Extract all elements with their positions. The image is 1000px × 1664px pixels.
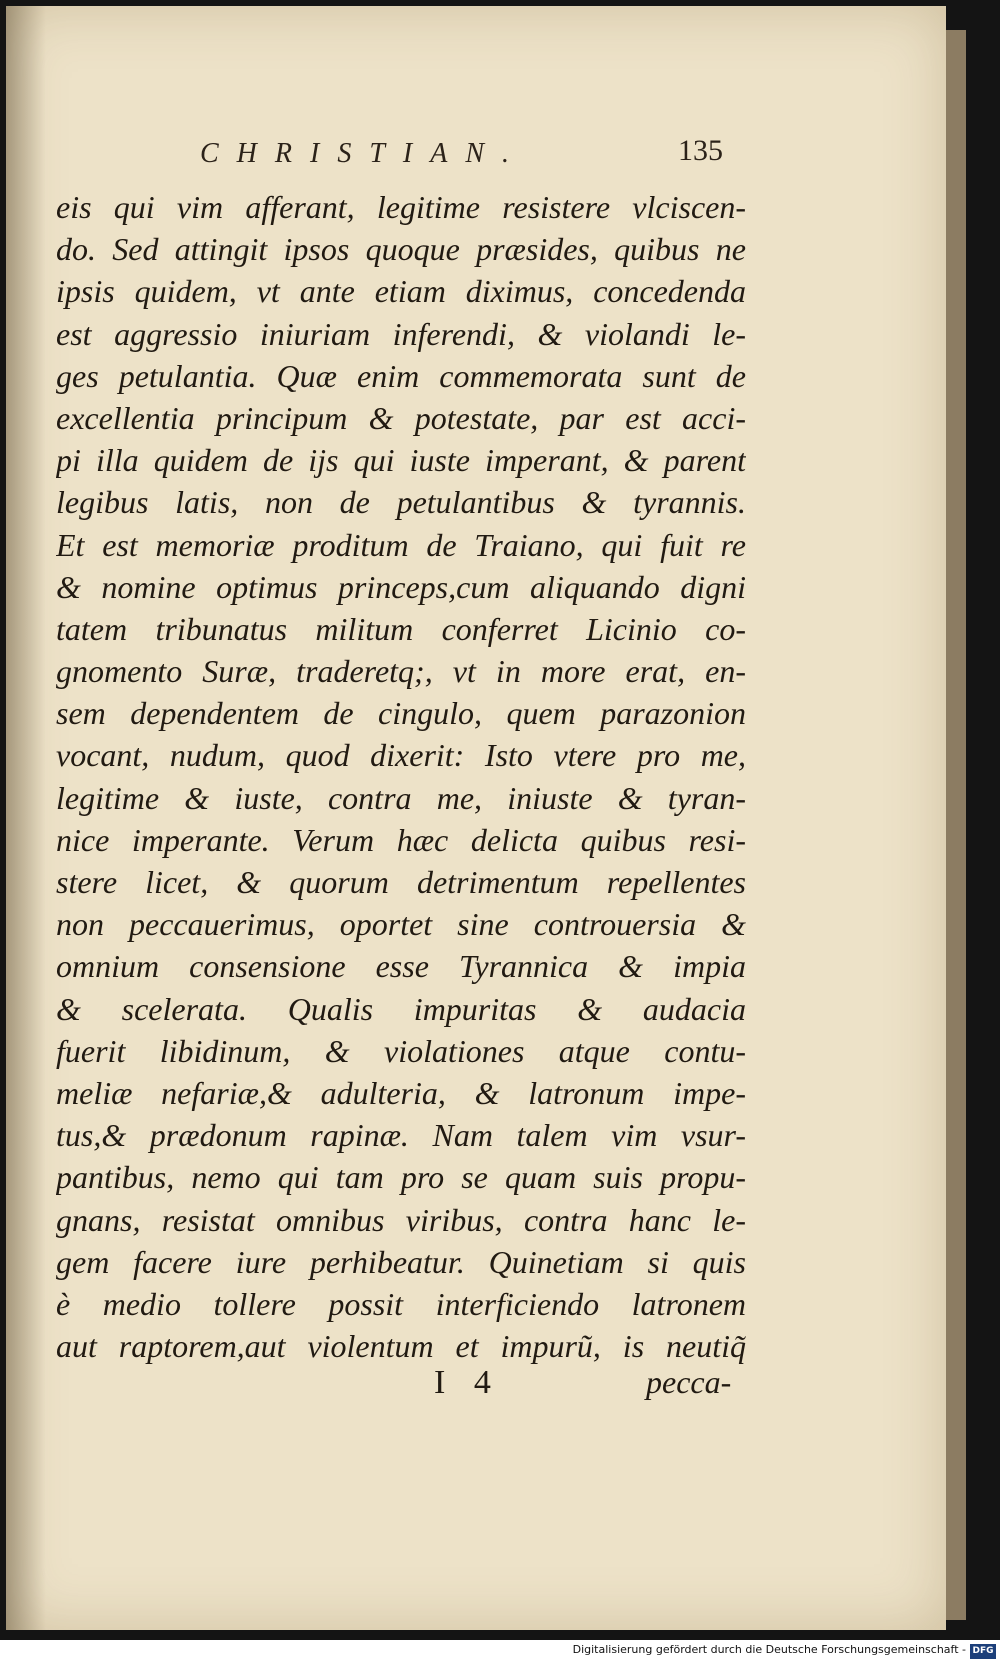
text-line: est aggressio iniuriam inferendi, & violandi le- (56, 315, 746, 352)
text-line: eis qui vim afferant, legitime resistere vlciscen- (56, 189, 746, 225)
text-line: & scelerata. Qualis impuritas & audacia (56, 990, 746, 1027)
dfg-logo: DFG (970, 1644, 996, 1659)
footer-credit: Digitalisierung gefördert durch die Deutsche Forschungsgemeinschaft - (572, 1643, 966, 1656)
text-line: omnium consensione esse Tyrannica & impia (56, 948, 746, 985)
text-line: pi illa quidem de ijs qui iuste imperant, & parent (56, 442, 746, 479)
text-line: nice imperante. Verum hæc delicta quibus resi- (56, 821, 746, 858)
text-line: gnans, resistat omnibus viribus, contra hanc le- (56, 1201, 746, 1238)
body-text (56, 186, 746, 1367)
page-edge (946, 30, 966, 1620)
running-head: CHRISTIAN. (200, 138, 527, 169)
text-line: legibus latis, non de petulantibus & tyrannis. (56, 484, 746, 521)
text-line: excellentia principum & potestate, par est acci- (56, 399, 746, 436)
catchword: pecca- (646, 1364, 732, 1400)
text-line: stere licet, & quorum detrimentum repellentes (56, 864, 746, 900)
text-line: è medio tollere possit interficiendo latronem (56, 1285, 746, 1322)
signature-mark: I 4 (434, 1364, 501, 1401)
text-line: aut raptorem,aut violentum et impurũ, is neutiq̃ (56, 1328, 746, 1365)
text-line: ges petulantia. Quæ enim commemorata sunt de (56, 357, 746, 394)
text-line: tus,& prædonum rapinæ. Nam talem vim vsur- (56, 1117, 746, 1154)
text-line: sem dependentem de cingulo, quem parazonion (56, 695, 746, 732)
text-line: non peccauerimus, oportet sine controuersia & (56, 906, 746, 943)
text-line: do. Sed attingit ipsos quoque præsides, quibus ne (56, 231, 746, 268)
page-number: 135 (678, 134, 723, 167)
text-line: & nomine optimus princeps,cum aliquando digni (56, 568, 746, 605)
text-line: Et est memoriæ proditum de Traiano, qui fuit re (56, 526, 746, 563)
text-line: gem facere iure perhibeatur. Quinetiam si quis (56, 1243, 746, 1280)
text-line: gnomento Suræ, traderetq;, vt in more erat, en- (56, 653, 746, 690)
text-line: vocant, nudum, quod dixerit: Isto vtere pro me, (56, 737, 746, 774)
text-line: pantibus, nemo qui tam pro se quam suis propu- (56, 1159, 746, 1196)
text-line: tatem tribunatus militum conferret Licinio co- (56, 610, 746, 647)
text-line: legitime & iuste, contra me, iniuste & tyran- (56, 779, 746, 816)
text-line: fuerit libidinum, & violationes atque contu- (56, 1032, 746, 1069)
footer-bar (0, 1640, 1000, 1664)
text-line: meliæ nefariæ,& adulteria, & latronum impe- (56, 1074, 746, 1111)
page-gutter-shadow (6, 6, 46, 1630)
text-line: ipsis quidem, vt ante etiam diximus, concedenda (56, 273, 746, 310)
